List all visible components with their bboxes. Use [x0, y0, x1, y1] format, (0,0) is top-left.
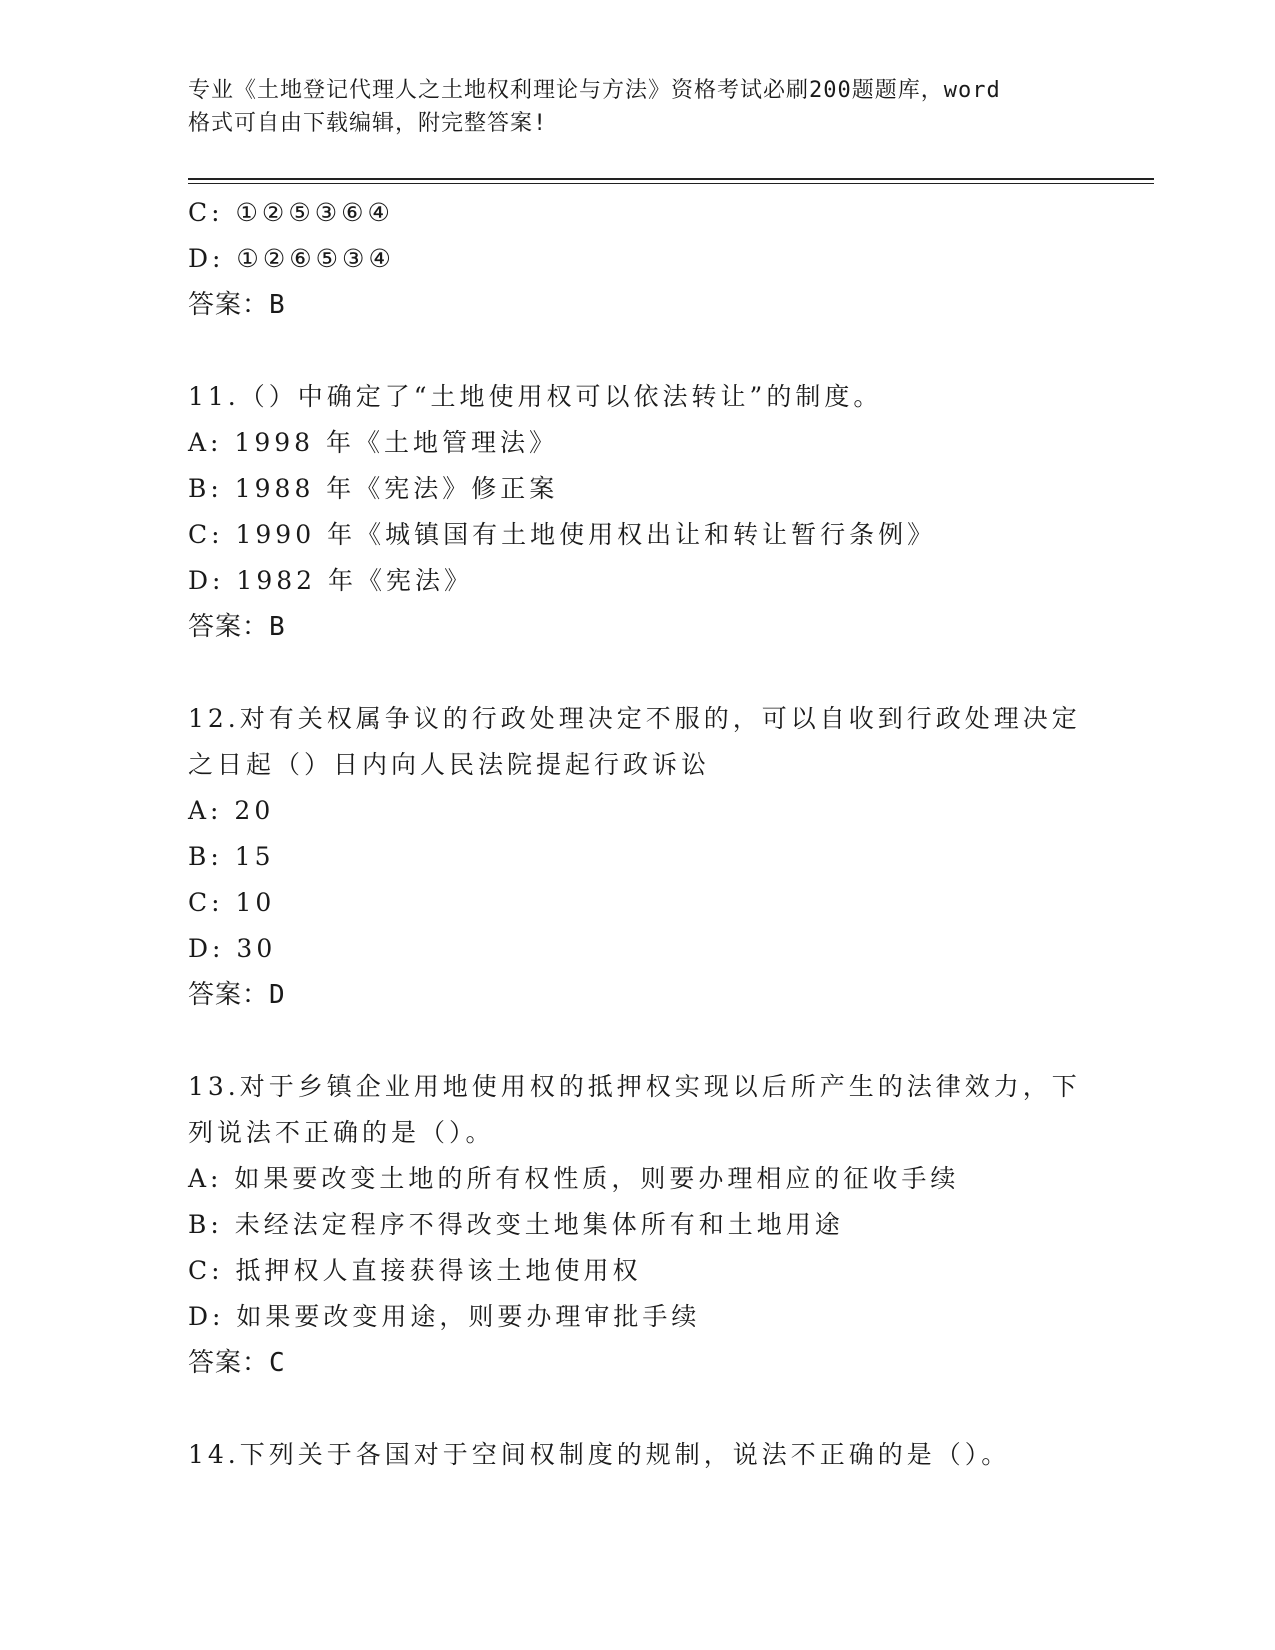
option-d: D: ①②⑥⑤③④ — [188, 244, 395, 273]
option-c: C: ①②⑤③⑥④ — [188, 198, 394, 227]
spacer — [188, 650, 1088, 696]
question-11 — [188, 374, 1088, 650]
document-header — [188, 74, 1088, 140]
option-b: B: 1988 年《宪法》修正案 — [188, 474, 559, 503]
option-b: B: 15 — [188, 842, 275, 871]
option-a: A: 1998 年《土地管理法》 — [188, 428, 558, 457]
answer-line: 答案：C — [188, 1348, 286, 1378]
question-stem-line-1: 13.对于乡镇企业用地使用权的抵押权实现以后所产生的法律效力，下 — [188, 1072, 1081, 1101]
header-divider-thin — [188, 183, 1154, 184]
question-stem: 11.（）中确定了“土地使用权可以依法转让”的制度。 — [188, 382, 883, 411]
question-stem: 14.下列关于各国对于空间权制度的规制，说法不正确的是（）。 — [188, 1440, 1011, 1469]
option-c: C: 1990 年《城镇国有土地使用权出让和转让暂行条例》 — [188, 520, 937, 549]
header-line-1: 专业《土地登记代理人之土地权利理论与方法》资格考试必刷200题题库，word — [188, 78, 1001, 103]
question-list — [188, 190, 1088, 1478]
option-b: B: 未经法定程序不得改变土地集体所有和土地用途 — [188, 1210, 844, 1239]
option-a: A: 20 — [188, 796, 275, 825]
question-stem-line-2: 之日起（）日内向人民法院提起行政诉讼 — [188, 750, 711, 779]
option-d: D: 30 — [188, 934, 277, 963]
answer-line: 答案：D — [188, 980, 286, 1010]
question-stem-line-1: 12.对有关权属争议的行政处理决定不服的，可以自收到行政处理决定 — [188, 704, 1081, 733]
answer-line: 答案：B — [188, 612, 286, 642]
question-stem-line-2: 列说法不正确的是（）。 — [188, 1118, 495, 1147]
header-divider-thick — [188, 178, 1154, 180]
spacer — [188, 328, 1088, 374]
spacer — [188, 1386, 1088, 1432]
question-12 — [188, 696, 1088, 1018]
option-d: D: 1982 年《宪法》 — [188, 566, 473, 595]
header-line-2: 格式可自由下载编辑，附完整答案! — [188, 111, 548, 136]
option-a: A: 如果要改变土地的所有权性质，则要办理相应的征收手续 — [188, 1164, 960, 1193]
option-c: C: 抵押权人直接获得该土地使用权 — [188, 1256, 642, 1285]
question-10-tail — [188, 190, 1088, 328]
question-14 — [188, 1432, 1088, 1478]
question-13 — [188, 1064, 1088, 1386]
option-d: D: 如果要改变用途，则要办理审批手续 — [188, 1302, 701, 1331]
option-c: C: 10 — [188, 888, 276, 917]
spacer — [188, 1018, 1088, 1064]
answer-line: 答案：B — [188, 290, 286, 320]
